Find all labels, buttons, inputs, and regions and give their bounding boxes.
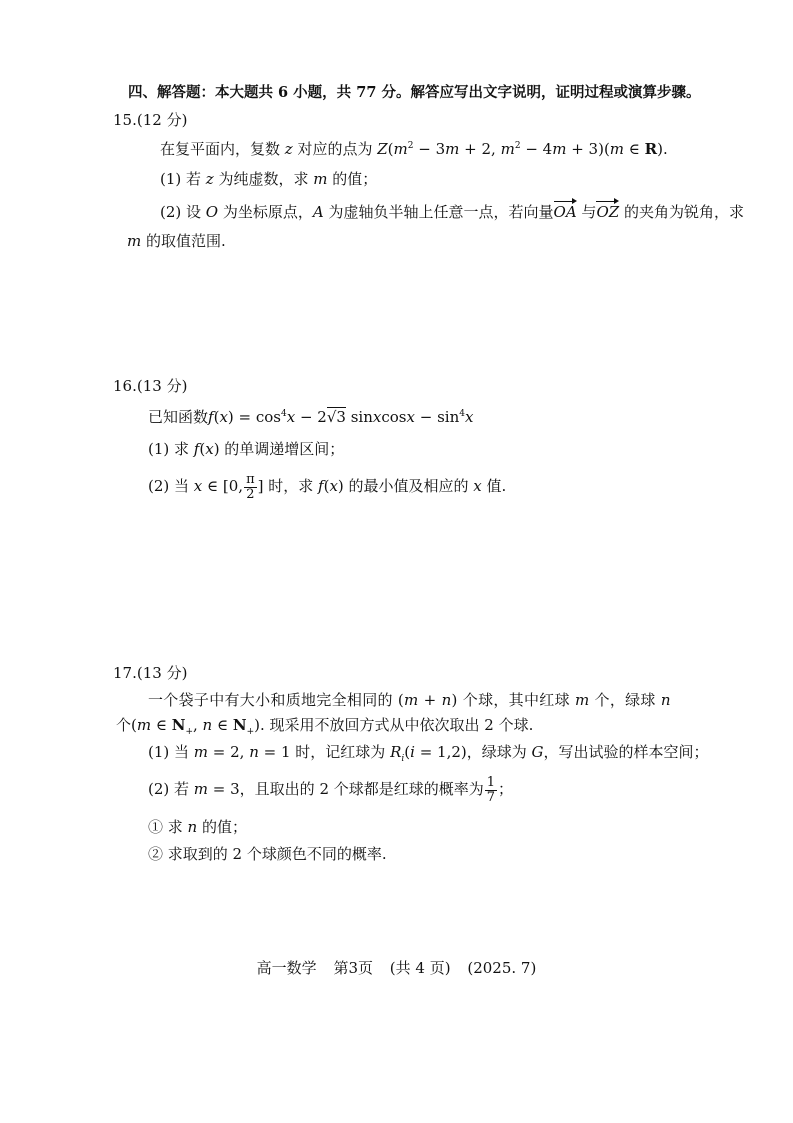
fraction-pi-over-2: $\frac{\pi}{2}$ [246, 472, 255, 502]
q17-heading [113, 664, 187, 682]
fraction-one-seventh: $\frac{1}{7}$ [486, 775, 496, 805]
q17-score: (13 分) [136, 664, 188, 682]
q15-part1: (1) 若 z 为纯虚数，求 m 的值； [160, 170, 378, 188]
footer-subject: 高一数学 [256, 959, 317, 977]
q17-sub1: ① 求 n 的值； [148, 818, 247, 836]
q17-intro-line2: 个(m ∈ $N_+$, n ∈ $N_+$). 现采用不放回方式从中依次取出 2 个球. [116, 716, 534, 737]
q15-part2-line2: m 的取值范围. [127, 232, 226, 250]
q16-part1: (1) 求 f(x) 的单调递增区间； [148, 440, 345, 458]
footer-page: 第3页 [333, 959, 373, 977]
section-header: 四、解答题：本大题共 6 小题，共 77 分。解答应写出文字说明，证明过程或演算步骤。 [128, 84, 701, 101]
q15-intro: 在复平面内，复数 z 对应的点为 $Z(m^2 - 3m + 2$, $m^2 - 4m + 3)(m$ ∈ R). [160, 140, 668, 158]
q17-number: 17. [113, 664, 137, 682]
q15-heading [113, 111, 187, 129]
q15-part2-line1: (2) 设 O 为坐标原点，A 为虚轴负半轴上任意一点，若向量OA 与OZ 的夹角为锐角，求 [160, 200, 744, 221]
q15-score: (12 分) [136, 111, 188, 129]
page-footer [0, 957, 793, 978]
q15-number: 15. [113, 111, 137, 129]
vector-oz: OZ [596, 200, 619, 221]
q16-part2: (2) 当 x ∈ [0, $\frac{\pi}{2}$ ] 时，求 f(x) 的最小值及相应的 x 值. [148, 472, 507, 502]
vector-oa: OA [554, 200, 577, 221]
q16-score: (13 分) [136, 377, 188, 395]
q16-number: 16. [113, 377, 137, 395]
footer-total: (共 4 页) [389, 959, 451, 977]
footer-date: (2025. 7) [467, 959, 537, 977]
q16-heading [113, 377, 187, 395]
q16-intro: 已知函数$f(x) = \cos^4x - 2√3$ sinxcosx − $\sin^4x$ [148, 408, 474, 426]
q17-part2: (2) 若 m = 3，且取出的 2 个球都是红球的概率为 $\frac{1}{7}$ ； [148, 775, 514, 805]
q17-intro-line1: 一个袋子中有大小和质地完全相同的 (m + n) 个球，其中红球 m 个，绿球 n [148, 691, 671, 709]
q17-sub2: ② 求取到的 2 个球颜色不同的概率. [148, 845, 387, 863]
q17-part1: (1) 当 m = 2, n = 1 时，记红球为 $R_i(i = 1,2)$，绿球为 G，写出试验的样本空间； [148, 743, 709, 764]
